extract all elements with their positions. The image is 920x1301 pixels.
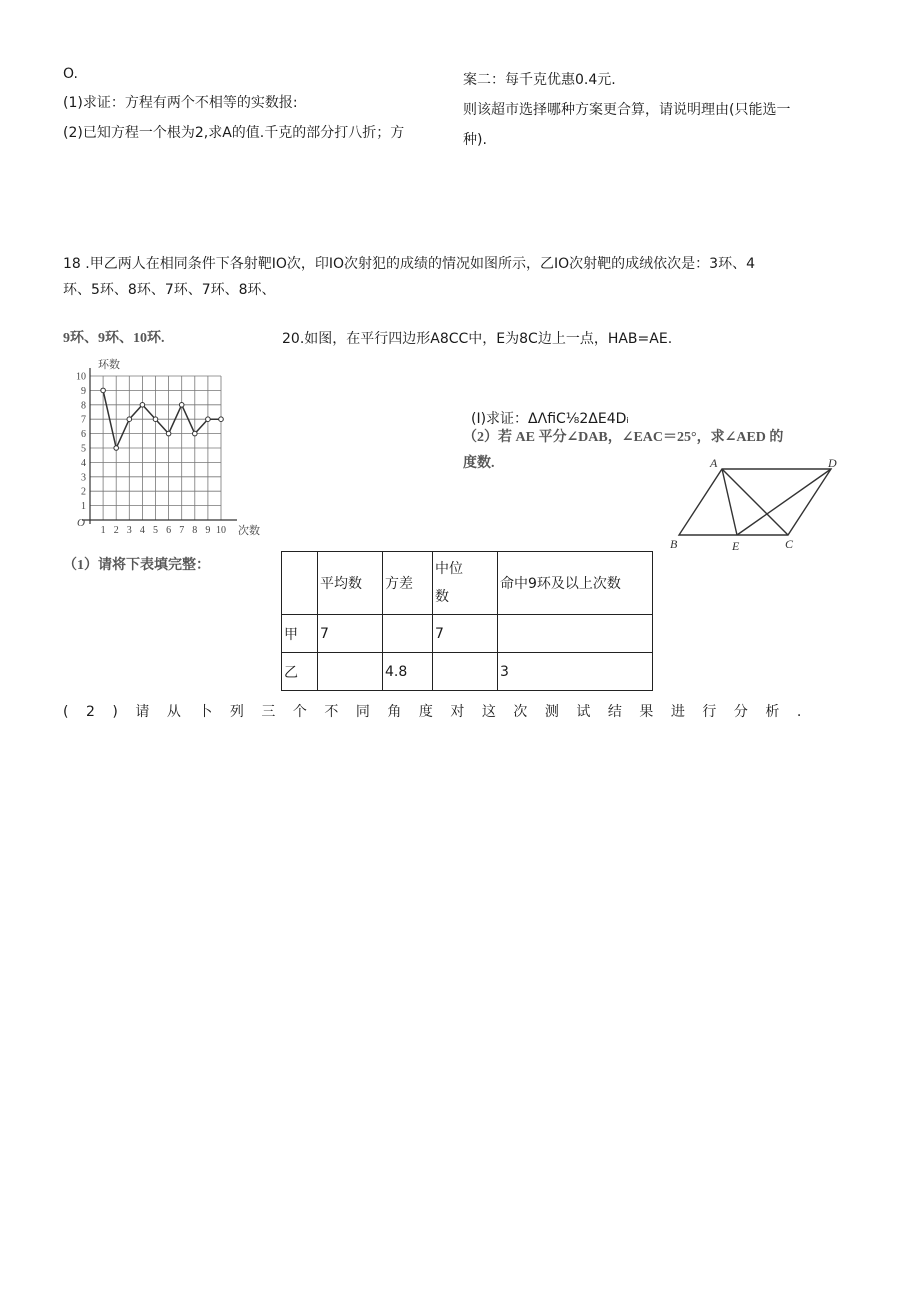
label-c: C <box>785 537 794 551</box>
label-e: E <box>732 539 740 553</box>
data-point <box>219 417 224 422</box>
text-line-o: O. <box>63 66 78 82</box>
question-20-part2a: （2）若 AE 平分∠DAB，∠EAC＝25°，求∠AED 的 <box>463 430 784 445</box>
x-tick-label: 3 <box>126 525 132 536</box>
table-header-cell: 命中9环及以上次数 <box>498 552 653 615</box>
table-header-row <box>282 552 653 615</box>
table-prompt: （1）请将下表填完整： <box>63 558 210 573</box>
x-tick-label: 8 <box>192 525 198 536</box>
x-tick-label: 6 <box>166 525 172 536</box>
data-point <box>193 431 198 436</box>
label-b: B <box>670 537 678 551</box>
question-18-line2: 环、5环、8环、7环、7环、8环、 <box>63 282 276 298</box>
segment-ed <box>737 469 831 535</box>
data-point <box>166 431 171 436</box>
text-line-plan2: 案二：每千克优惠0.4元. <box>463 72 616 88</box>
table-cell: 甲 <box>282 615 318 653</box>
y-tick-label: 10 <box>76 371 86 383</box>
data-point <box>114 446 119 451</box>
y-tick-label: 9 <box>81 385 86 397</box>
table-header-cell: 平均数 <box>318 552 383 615</box>
x-tick-label: 7 <box>179 525 185 536</box>
analysis-line: (2)请从卜列三个不同角度对这次测试结果进行分析. <box>63 704 819 720</box>
chart-ticks <box>76 372 226 537</box>
text-line-choose-one: 种). <box>463 132 487 148</box>
x-tick-label: 5 <box>153 525 158 536</box>
segment-ae <box>722 469 737 535</box>
label-a: A <box>710 456 718 470</box>
y-tick-label: 4 <box>81 457 86 469</box>
text-line-which-plan: 则该超市选择哪种方案更合算，请说明理由(只能选一 <box>463 102 791 118</box>
x-tick-label: 4 <box>139 525 145 536</box>
data-point <box>153 417 158 422</box>
table-row <box>282 653 653 691</box>
y-tick-label: 7 <box>81 414 86 426</box>
question-20-part1: (I)求证：ΔΛfiC⅛2ΔE4Dᵢ <box>471 411 629 427</box>
y-tick-label: 6 <box>81 429 86 441</box>
table-cell: 乙 <box>282 653 318 691</box>
segment-ac <box>722 469 788 535</box>
data-point <box>127 417 132 422</box>
data-point <box>179 403 184 408</box>
table-row <box>282 615 653 653</box>
table-cell <box>498 615 653 653</box>
table-header-cell: 中位 数 <box>433 552 498 615</box>
y-tick-label: 5 <box>81 443 86 455</box>
label-d: D <box>828 456 837 470</box>
data-point <box>101 388 106 393</box>
table-cell: 7 <box>318 615 383 653</box>
table-cell <box>433 653 498 691</box>
y-tick-label: 3 <box>81 472 86 484</box>
x-tick-label: 1 <box>100 525 106 536</box>
x-tick-label: 10 <box>216 525 226 536</box>
chart-ylabel: 环数 <box>98 359 120 371</box>
chart-xlabel: 次数 <box>238 525 260 537</box>
y-tick-label: 2 <box>81 486 86 498</box>
shooting-line-chart <box>60 356 285 542</box>
table-cell <box>318 653 383 691</box>
chart-origin-label: O <box>77 517 85 529</box>
x-tick-label: 9 <box>205 525 211 536</box>
data-point <box>206 417 211 422</box>
parallelogram-figure <box>664 452 850 556</box>
text-line-root: (2)已知方程一个根为2,求A的值.千克的部分打八折；方 <box>63 125 405 141</box>
y-tick-label: 8 <box>81 400 86 412</box>
table-cell: 7 <box>433 615 498 653</box>
question-18-line1: 18 .甲乙两人在相同条件下各射靶IO次，印IO次射犯的成绩的情况如图所示，乙IO次射靶的成绒依次是：3环、4 <box>63 256 755 272</box>
y-tick-label: 1 <box>81 501 86 513</box>
table-header-cell: 方差 <box>383 552 433 615</box>
question-20-title: 20.如图，在平行四边形A8CC中，E为8C边上一点，HAB=AE. <box>282 331 673 347</box>
question-20-part2b: 度数. <box>463 456 495 471</box>
chart-grid <box>90 376 221 520</box>
data-point <box>140 403 145 408</box>
scores-tail: 9环、9环、10环. <box>63 331 165 346</box>
table-header-cell <box>282 552 318 615</box>
table-cell: 4.8 <box>383 653 433 691</box>
x-tick-label: 2 <box>113 525 119 536</box>
table-cell: 3 <box>498 653 653 691</box>
table-cell <box>383 615 433 653</box>
score-table <box>281 551 653 691</box>
text-line-proof: (1)求证：方程有两个不相等的实数报: <box>63 95 298 111</box>
